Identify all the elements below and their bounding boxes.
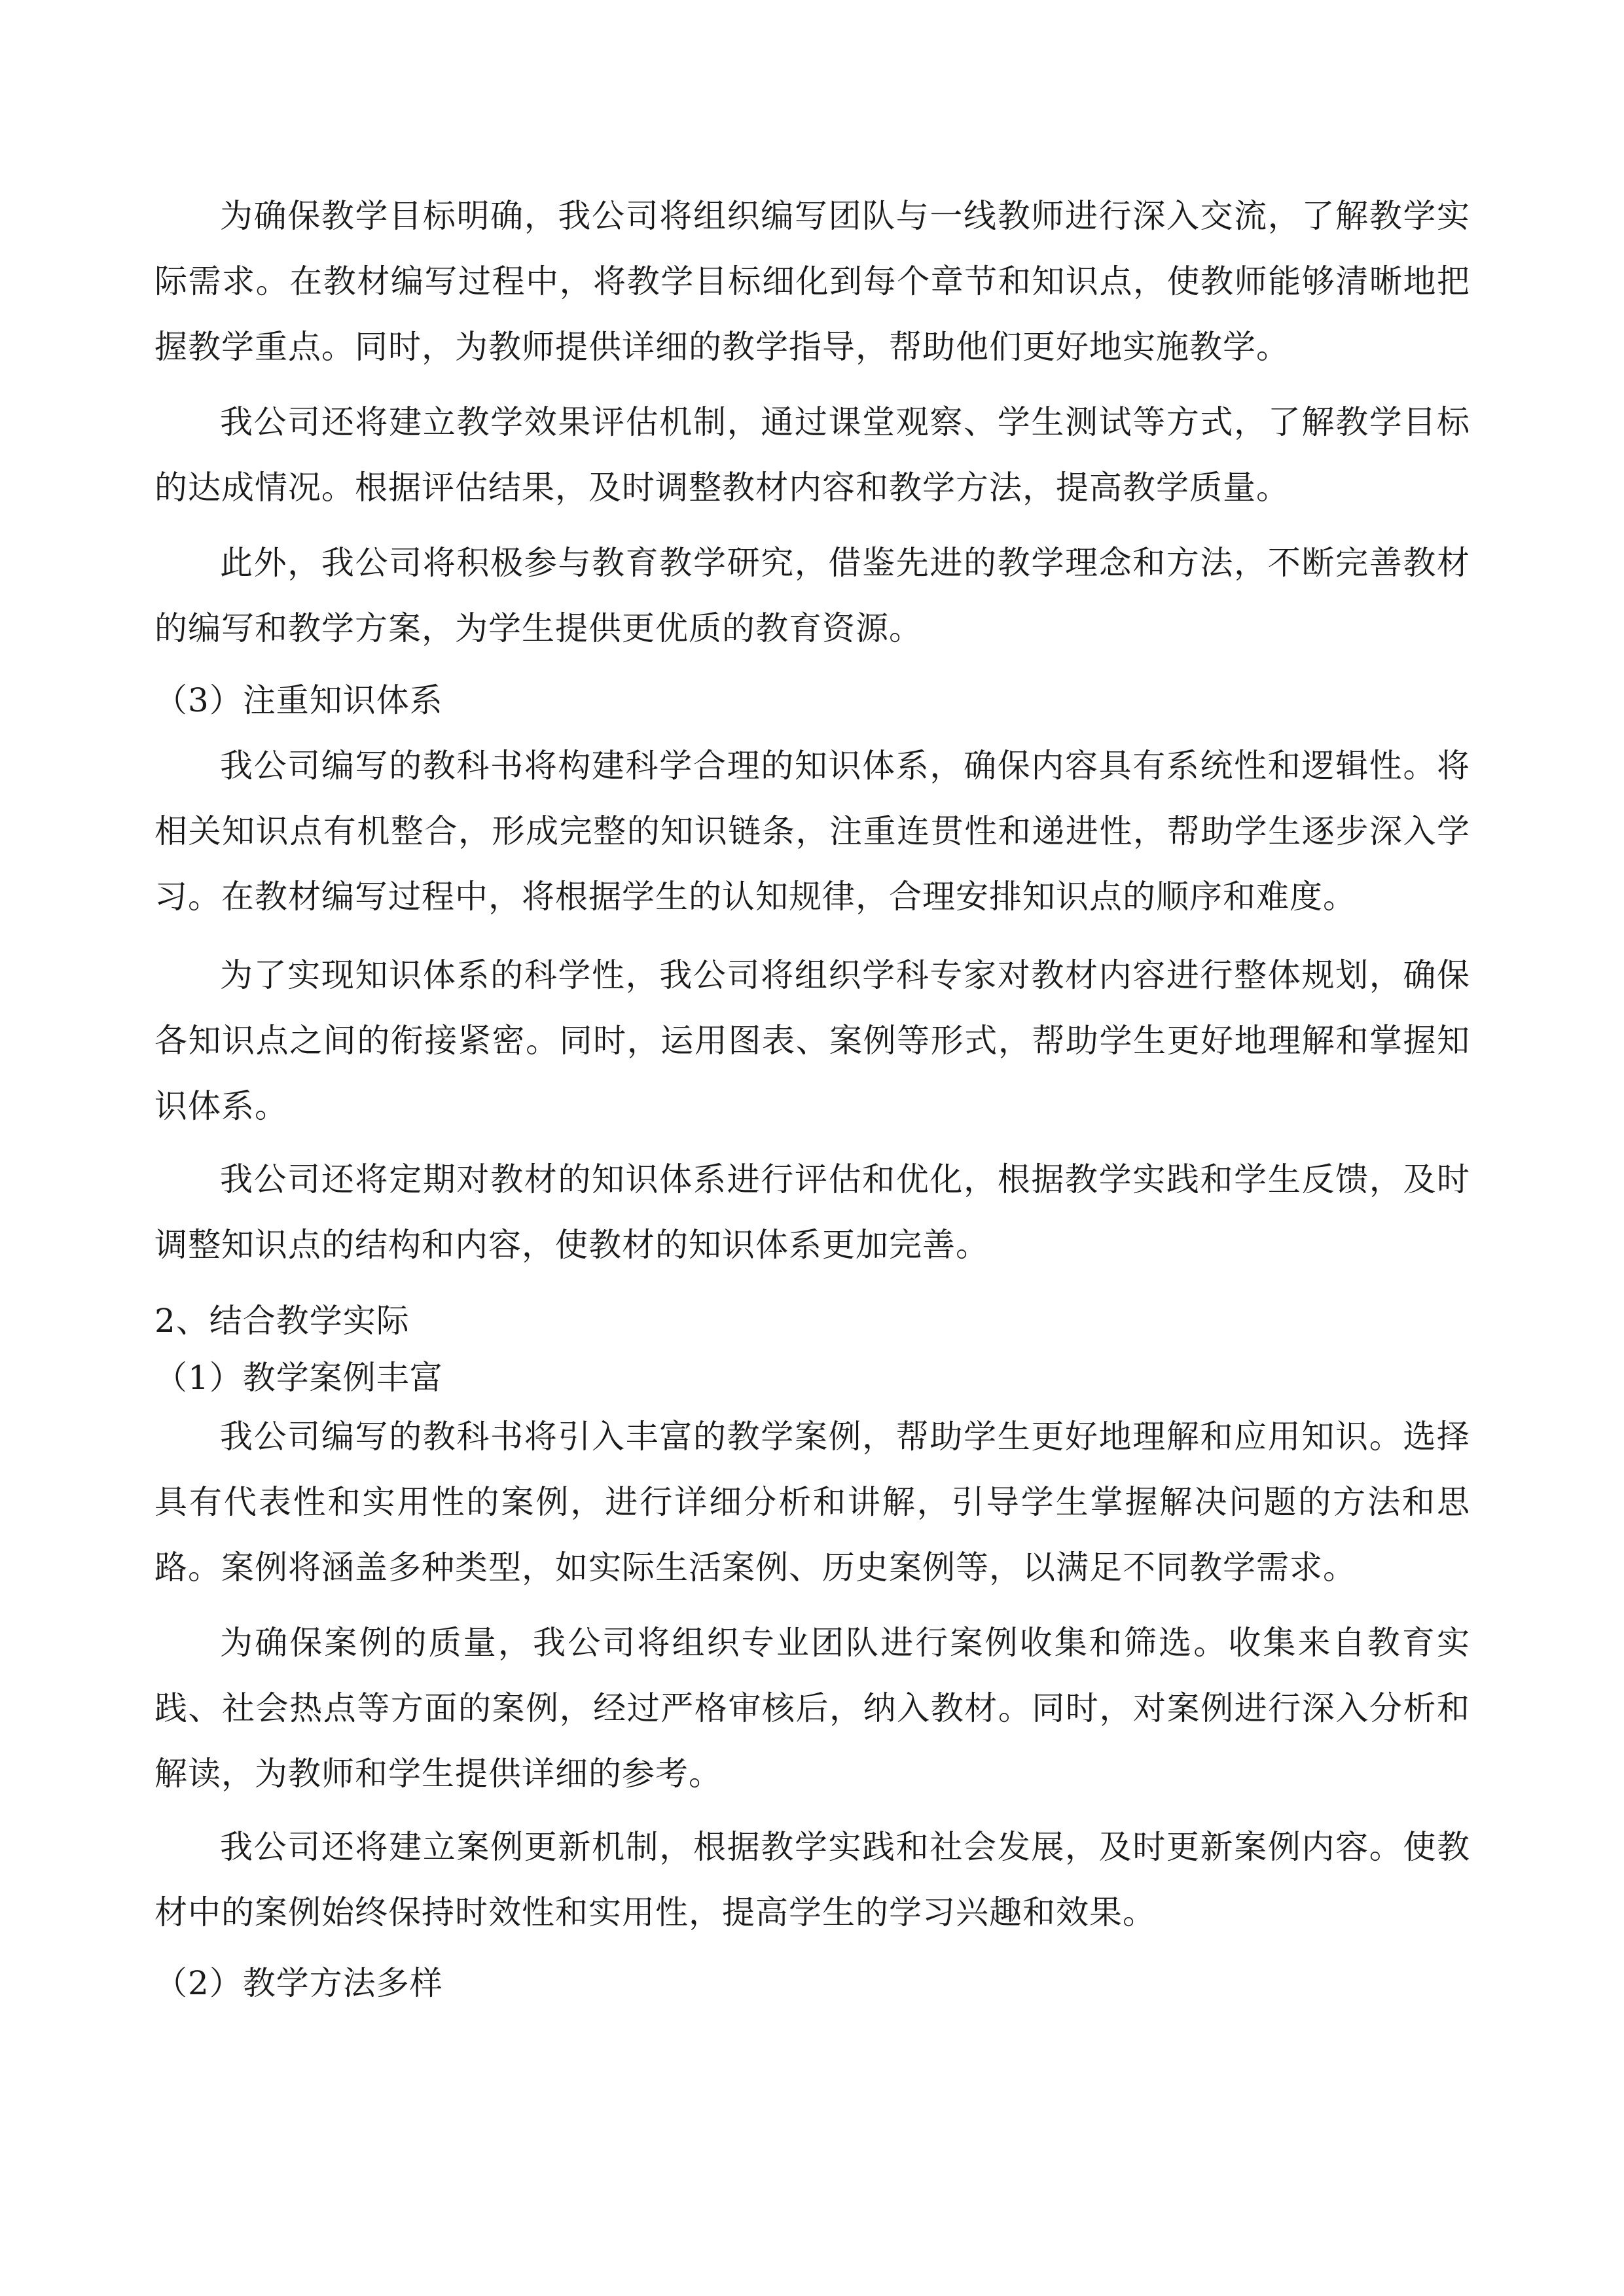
- paragraph-teaching-cases: 我公司编写的教科书将引入丰富的教学案例，帮助学生更好地理解和应用知识。选择具有代表性和实用性的案例，进行详细分析和讲解，引导学生掌握解决问题的方法和思路。案例将涵盖多种类型，如实际生活案例、历史案例等，以满足不同教学需求。: [154, 1418, 1470, 1587]
- section-heading-knowledge-system: （3）注重知识体系: [154, 681, 443, 719]
- paragraph-knowledge-science: 为了实现知识体系的科学性，我公司将组织学科专家对教材内容进行整体规划，确保各知识点之间的衔接紧密。同时，运用图表、案例等形式，帮助学生更好地理解和掌握知识体系。: [154, 956, 1470, 1125]
- paragraph-teaching-goal: 为确保教学目标明确，我公司将组织编写团队与一线教师进行深入交流，了解教学实际需求。在教材编写过程中，将教学目标细化到每个章节和知识点，使教师能够清晰地把握教学重点。同时，为教师提供详细的教学指导，帮助他们更好地实施教学。: [154, 197, 1470, 366]
- paragraph-research: 此外，我公司将积极参与教育教学研究，借鉴先进的教学理念和方法，不断完善教材的编写和教学方案，为学生提供更优质的教育资源。: [154, 544, 1470, 647]
- section-heading-teaching-practice: 2、结合教学实际: [154, 1302, 410, 1340]
- section-heading-teaching-methods: （2）教学方法多样: [154, 1964, 443, 2002]
- paragraph-knowledge-system: 我公司编写的教科书将构建科学合理的知识体系，确保内容具有系统性和逻辑性。将相关知识点有机整合，形成完整的知识链条，注重连贯性和递进性，帮助学生逐步深入学习。在教材编写过程中，将根据学生的认知规律，合理安排知识点的顺序和难度。: [154, 747, 1470, 916]
- paragraph-case-update: 我公司还将建立案例更新机制，根据教学实践和社会发展，及时更新案例内容。使教材中的案例始终保持时效性和实用性，提高学生的学习兴趣和效果。: [154, 1828, 1470, 1931]
- paragraph-evaluation: 我公司还将建立教学效果评估机制，通过课堂观察、学生测试等方式，了解教学目标的达成情况。根据评估结果，及时调整教材内容和教学方法，提高教学质量。: [154, 403, 1470, 507]
- section-heading-teaching-cases: （1）教学案例丰富: [154, 1359, 443, 1397]
- paragraph-case-quality: 为确保案例的质量，我公司将组织专业团队进行案例收集和筛选。收集来自教育实践、社会热点等方面的案例，经过严格审核后，纳入教材。同时，对案例进行深入分析和解读，为教师和学生提供详细的参考。: [154, 1624, 1470, 1793]
- paragraph-knowledge-optimize: 我公司还将定期对教材的知识体系进行评估和优化，根据教学实践和学生反馈，及时调整知识点的结构和内容，使教材的知识体系更加完善。: [154, 1160, 1470, 1264]
